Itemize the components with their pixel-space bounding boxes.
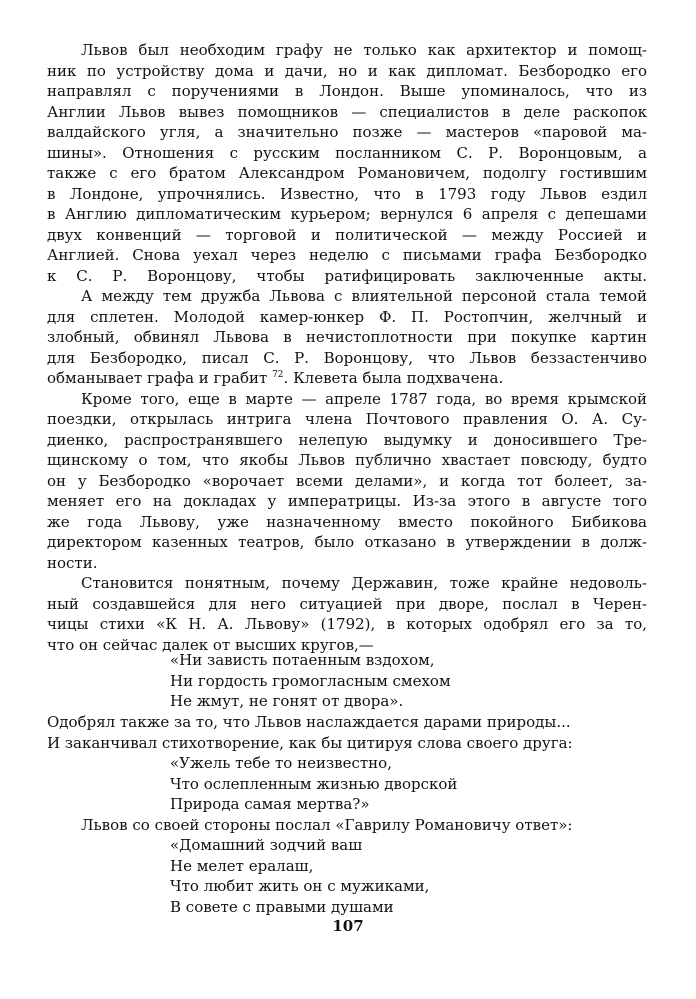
paragraph-1: [47, 40, 647, 655]
verse-line: Природа самая мертва?»: [170, 795, 370, 813]
verse-line: Что любит жить он с мужиками,: [170, 877, 430, 895]
text-line: шины». Отношения с русским посланником С. Р. Воронцовым, а: [47, 143, 647, 162]
text-line: валдайского угля, а значительно позже — мастеров «паровой ма-: [47, 123, 647, 141]
text-line: Англией. Снова уехал через неделю с письмами графа Безбородко: [47, 246, 647, 264]
text-fragment: . Клевета была подхвачена.: [283, 369, 504, 387]
text-line: злобный, обвинял Львова в нечистоплотности при покупке картин: [47, 328, 647, 346]
text-line: к С. Р. Воронцову, чтобы ратифицировать заключенные акты.: [47, 266, 647, 285]
text-line: [47, 368, 647, 389]
text-line: Становится понятным, почему Державин, тоже крайне недоволь-: [81, 574, 647, 592]
text-line: что он сейчас далек от высших кругов,—: [47, 635, 374, 654]
text-line: в Лондоне, упрочнялись. Известно, что в 1793 году Львов ездил: [47, 184, 647, 203]
verse-line: «Домашний зодчий ваш: [170, 836, 363, 854]
text-line: ный создавшейся для него ситуацией при дворе, послал в Черен-: [47, 594, 647, 613]
text-fragment: обманывает графа и грабит: [47, 369, 268, 387]
text-line: Львов со своей стороны послал «Гаврилу Романовичу ответ»:: [81, 816, 573, 834]
text-line: двух конвенций — торговой и политической — между Россией и: [47, 225, 647, 244]
page-number: 107: [332, 917, 364, 935]
between-verses-1: [47, 712, 647, 753]
verse-line: Что ослепленным жизнью дворской: [170, 774, 458, 793]
text-line: поездки, открылась интрига члена Почтового правления О. А. Су-: [47, 410, 647, 428]
text-line: чицы стихи «К Н. А. Львову» (1792), в которых одобрял его за то,: [47, 615, 647, 633]
text-line: же года Львову, уже назначенному вместо покойного Бибикова: [47, 512, 647, 531]
text-line: А между тем дружба Львова с влиятельной персоной стала темой: [81, 287, 647, 305]
verse-line: Не жмут, не гонят от двора».: [170, 692, 404, 710]
verse-2: [47, 753, 647, 815]
text-line: для сплетен. Молодой камер-юнкер Ф. П. Ростопчин, желчный и: [47, 307, 647, 326]
verse-line: «Ужель тебе то неизвестно,: [170, 754, 392, 772]
text-line: ности.: [47, 553, 98, 572]
text-line: он у Безбородко «ворочает всеми делами», и когда тот болеет, за-: [47, 471, 647, 490]
verse-1: [47, 650, 647, 712]
verse-line: В совете с правыми душами: [170, 897, 394, 916]
text-line: Львов был необходим графу не только как архитектор и помощ-: [81, 41, 647, 59]
verse-line: Ни гордость громогласным смехом: [170, 671, 451, 690]
verse-line: «Ни зависть потаенным вздохом,: [170, 651, 435, 669]
footnote-ref: 72: [272, 370, 284, 380]
text-line: в Англию дипломатическим курьером; вернулся 6 апреля с депешами: [47, 205, 647, 223]
text-line: также с его братом Александром Романовичем, подолгу гостившим: [47, 164, 647, 182]
text-line: направлял с поручениями в Лондон. Выше упоминалось, что из: [47, 82, 647, 100]
text-line: щинскому о том, что якобы Львов публично хвастает повсюду, будто: [47, 451, 647, 469]
text-line: ник по устройству дома и дачи, но и как дипломат. Безбородко его: [47, 61, 647, 80]
text-line: для Безбородко, писал С. Р. Воронцову, что Львов беззастенчиво: [47, 348, 647, 367]
text-line: директором казенных театров, было отказано в утверждении в долж-: [47, 533, 647, 551]
verse-3: [47, 835, 647, 917]
text-line: Кроме того, еще в марте — апреле 1787 года, во время крымской: [81, 389, 647, 408]
text-line: И заканчивал стихотворение, как бы цитируя слова своего друга:: [47, 733, 573, 752]
text-line: Одобрял также за то, что Львов наслаждается дарами природы...: [47, 713, 571, 731]
text-line: меняет его на докладах у императрицы. Из-за этого в августе того: [47, 492, 647, 510]
text-line: Англии Львов вывез помощников — специалистов в деле раскопок: [47, 102, 647, 121]
text-line: диенко, распространявшего нелепую выдумку и доносившего Тре-: [47, 430, 647, 449]
verse-line: Не мелет ералаш,: [170, 856, 314, 875]
between-verses-2: [47, 815, 647, 836]
